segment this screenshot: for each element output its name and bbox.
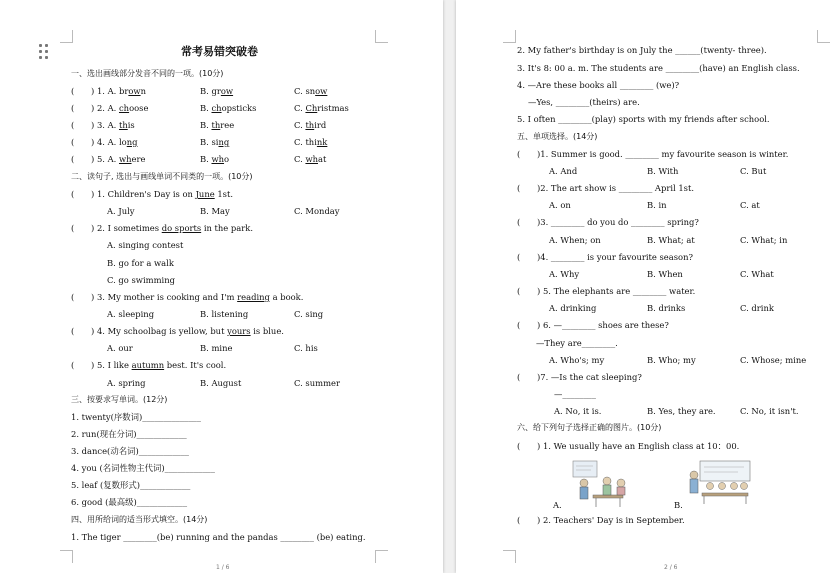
fill-item: 5. leaf (复数形式)____________ — [71, 480, 191, 490]
question-row: ( ) 5. A. where — [71, 154, 146, 164]
crop-mark — [375, 30, 388, 43]
option-a: A. When; on — [549, 235, 601, 245]
option-a: A. sleeping — [107, 309, 155, 319]
option-b: B. drinks — [647, 303, 686, 313]
option-b: B. Yes, they are. — [647, 406, 716, 416]
section-heading: 五、单项选择。(14分) — [517, 132, 598, 141]
question-text: ( )1. Summer is good. ________ my favourite season is winter. — [517, 149, 789, 159]
section-heading: 六、给下列句子选择正确的图片。(10分) — [517, 423, 662, 432]
option-c: C. Christmas — [294, 103, 349, 113]
option-a: A. Why — [549, 269, 580, 279]
question-text: ( ) 6. —________ shoes are these? — [517, 320, 669, 330]
option-b: B. in — [647, 200, 667, 210]
option-a: A. Who's; my — [549, 355, 605, 365]
option-b: B. sing — [200, 137, 230, 147]
option-b: B. go for a walk — [107, 258, 174, 268]
classroom-picture-b — [686, 459, 752, 505]
section-heading: 一、选出画线部分发音不同的一项。(10分) — [71, 69, 224, 78]
question-row: ( ) 3. A. this — [71, 120, 135, 130]
question-text: ( ) 5. I like autumn best. It's cool. — [71, 360, 227, 370]
question-text: ( ) 2. Teachers' Day is in September. — [517, 515, 685, 525]
crop-mark — [60, 550, 73, 563]
question-text: ( ) 3. My mother is cooking and I'm reading a book. — [71, 292, 304, 302]
option-c: C. What; in — [740, 235, 788, 245]
question-text: ( ) 4. My schoolbag is yellow, but yours is blue. — [71, 326, 284, 336]
option-c: C. What — [740, 269, 774, 279]
question-text: —They are________. — [536, 338, 618, 348]
fill-item: 3. It's 8: 00 a. m. The students are ________(have) an English class. — [517, 63, 800, 73]
page-number: 1 / 6 — [216, 564, 230, 571]
option-b-label: B. — [674, 500, 683, 510]
option-a: A. drinking — [549, 303, 597, 313]
question-text: ( ) 2. I sometimes do sports in the park. — [71, 223, 254, 233]
fill-item: 6. good (最高级)____________ — [71, 497, 188, 507]
question-row: ( ) 4. A. long — [71, 137, 138, 147]
option-b: B. What; at — [647, 235, 695, 245]
option-a: A. singing contest — [107, 240, 184, 250]
option-b: B. When — [647, 269, 683, 279]
option-a: A. on — [549, 200, 571, 210]
question-row: ( ) 1. A. brown — [71, 86, 146, 96]
option-c: C. Whose; mine — [740, 355, 807, 365]
crop-mark — [60, 30, 73, 43]
option-c: C. drink — [740, 303, 774, 313]
section-heading: 二、读句子, 选出与画线单词不同类的一项。(10分) — [71, 172, 253, 181]
question-text: ( )2. The art show is ________ April 1st. — [517, 183, 695, 193]
option-c: C. his — [294, 343, 318, 353]
fill-item: 5. I often ________(play) sports with my friends after school. — [517, 114, 770, 124]
crop-mark — [375, 550, 388, 563]
question-text: ( ) 1. We usually have an English class at 10：00. — [517, 441, 740, 451]
option-c: C. summer — [294, 378, 340, 388]
option-c: C. third — [294, 120, 327, 130]
option-b: B. who — [200, 154, 230, 164]
option-c: C. No, it isn't. — [740, 406, 799, 416]
fill-item: 2. My father's birthday is on July the ______(twenty- three). — [517, 45, 767, 55]
option-c: C. at — [740, 200, 760, 210]
fill-item: 3. dance(动名词)____________ — [71, 446, 189, 456]
crop-mark — [503, 550, 516, 563]
crop-mark — [817, 30, 830, 43]
option-c: C. sing — [294, 309, 324, 319]
option-b: B. listening — [200, 309, 249, 319]
option-a: A. our — [107, 343, 133, 353]
option-a-label: A. — [553, 500, 562, 510]
question-text: —________ — [554, 389, 596, 399]
fill-item: 4. you (名词性物主代词)____________ — [71, 463, 215, 473]
question-row: ( ) 2. A. choose — [71, 103, 149, 113]
option-b: B. With — [647, 166, 679, 176]
option-a: A. And — [549, 166, 578, 176]
option-c: C. think — [294, 137, 328, 147]
option-a: A. No, it is. — [554, 406, 602, 416]
option-c: C. snow — [294, 86, 328, 96]
option-a: A. July — [107, 206, 135, 216]
question-text: ( )7. —Is the cat sleeping? — [517, 372, 642, 382]
option-c: C. But — [740, 166, 767, 176]
fill-item: —Yes, ________(theirs) are. — [528, 97, 640, 107]
option-b: B. Who; my — [647, 355, 696, 365]
option-c: C. go swimming — [107, 275, 175, 285]
option-a: A. spring — [107, 378, 146, 388]
fill-item: 4. —Are these books all ________ (we)? — [517, 80, 680, 90]
question-text: ( ) 5. The elephants are ________ water. — [517, 286, 696, 296]
option-b: B. grow — [200, 86, 234, 96]
option-b: B. three — [200, 120, 235, 130]
question-text: ( )3. ________ do you do ________ spring? — [517, 217, 699, 227]
option-c: C. Monday — [294, 206, 340, 216]
question-text: ( ) 1. Children's Day is on June 1st. — [71, 189, 234, 199]
option-c: C. what — [294, 154, 327, 164]
fill-item: 1. The tiger ________(be) running and the pandas ________ (be) eating. — [71, 532, 366, 542]
crop-mark — [503, 30, 516, 43]
option-b: B. mine — [200, 343, 233, 353]
page-title: 常考易错突破卷 — [181, 45, 258, 58]
question-text: ( )4. ________ is your favourite season? — [517, 252, 693, 262]
option-b: B. August — [200, 378, 242, 388]
section-heading: 四、用所给词的适当形式填空。(14分) — [71, 515, 208, 524]
page-number: 2 / 6 — [664, 564, 678, 571]
option-b: B. May — [200, 206, 230, 216]
drag-handle-icon[interactable] — [39, 44, 51, 60]
section-heading: 三、按要求写单词。(12分) — [71, 395, 168, 404]
document-page-2 — [456, 0, 836, 573]
option-b: B. chopsticks — [200, 103, 257, 113]
classroom-picture-a — [571, 459, 633, 509]
fill-item: 1. twenty(序数词)______________ — [71, 412, 201, 422]
fill-item: 2. run(现在分词)____________ — [71, 429, 187, 439]
